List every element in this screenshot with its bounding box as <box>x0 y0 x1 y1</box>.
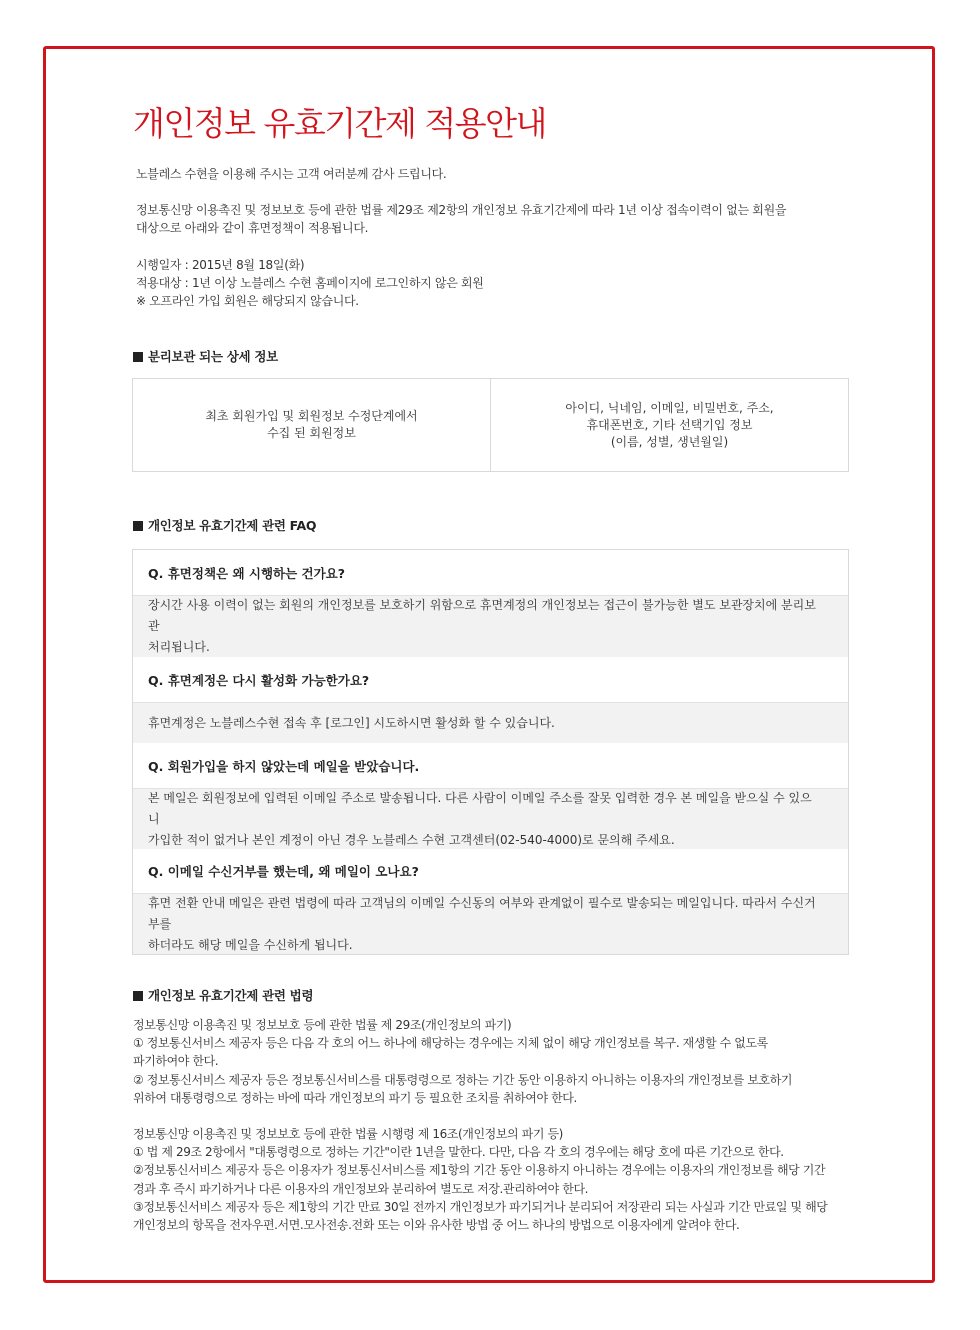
faq-answer-line: 장시간 사용 이력이 없는 회원의 개인정보를 보호하기 위함으로 휴면계정의 개인정보는 접근이 불가능한 별도 보관장치에 분리보관 <box>148 598 816 633</box>
faq-list <box>132 549 849 955</box>
detail-left-line2: 수집 된 회원정보 <box>267 426 356 440</box>
faq-answer-line: 휴면계정은 노블레스수현 접속 후 [로그인] 시도하시면 활성화 할 수 있습니다. <box>148 715 555 730</box>
intro-offline-note: ※ 오프라인 가입 회원은 해당되지 않습니다. <box>136 294 359 308</box>
square-bullet-icon <box>133 352 143 362</box>
law-line: 위하여 대통령령으로 정하는 바에 따라 개인정보의 파기 등 필요한 조치를 취하여야 한다. <box>133 1090 577 1105</box>
intro-date: 시행일자 : 2015년 8월 18일(화) <box>136 258 305 272</box>
intro-greeting: 노블레스 수현을 이용해 주시는 고객 여러분께 감사 드립니다. <box>136 167 447 181</box>
intro-notice-line2: 대상으로 아래와 같이 휴면정책이 적용됩니다. <box>136 221 369 235</box>
intro-target: 적용대상 : 1년 이상 노블레스 수현 홈페이지에 로그인하지 않은 회원 <box>136 276 484 290</box>
law-line: 경과 후 즉시 파기하거나 다른 이용자의 개인정보와 분리하여 별도로 저장.관리하여야 한다. <box>133 1181 589 1196</box>
law-line: 정보통신망 이용촉진 및 정보보호 등에 관한 법률 제 29조(개인정보의 파기) <box>133 1018 512 1032</box>
faq-answer <box>133 596 848 657</box>
law-line: ②정보통신서비스 제공자 등은 이용자가 정보통신서비스를 제1항의 기간 동안 이용하지 아니하는 경우에는 이용자의 개인정보를 해당 기간 <box>133 1163 826 1178</box>
law-section-heading <box>133 986 313 1004</box>
faq-heading-text: 개인정보 유효기간제 관련 FAQ <box>148 518 317 533</box>
detail-section-heading <box>133 347 278 365</box>
detail-items-cell <box>490 379 848 471</box>
square-bullet-icon <box>133 521 143 531</box>
law-heading-text: 개인정보 유효기간제 관련 법령 <box>148 988 314 1003</box>
law-line: 개인정보의 항목을 전자우편.서면.모사전송.전화 또는 이와 유사한 방법 중 어느 하나의 방법으로 이용자에게 알려야 한다. <box>133 1218 740 1233</box>
law-line: ① 정보통신서비스 제공자 등은 다음 각 호의 어느 하나에 해당하는 경우에는 지체 없이 해당 개인정보를 복구. 재생할 수 없도록 <box>133 1036 768 1051</box>
faq-question: Q. 회원가입을 하지 않았는데 메일을 받았습니다. <box>133 743 848 789</box>
faq-question: Q. 휴면계정은 다시 활성화 가능한가요? <box>133 657 848 703</box>
detail-heading-text: 분리보관 되는 상세 정보 <box>148 349 278 364</box>
law-line: ② 정보통신서비스 제공자 등은 정보통신서비스를 대통령령으로 정하는 기간 동안 이용하지 아니하는 이용자의 개인정보를 보호하기 <box>133 1072 793 1087</box>
faq-answer-line: 본 메일은 회원정보에 입력된 이메일 주소로 발송됩니다. 다른 사람이 이메일 주소를 잘못 입력한 경우 본 메일을 받으실 수 있으니 <box>148 790 812 826</box>
faq-answer-line: 하더라도 해당 메일을 수신하게 됩니다. <box>148 937 353 952</box>
detail-right-line1: 아이디, 닉네임, 이메일, 비밀번호, 주소, <box>565 400 774 415</box>
faq-question: Q. 휴면정책은 왜 시행하는 건가요? <box>133 550 848 596</box>
faq-answer-line: 휴면 전환 안내 메일은 관련 법령에 따라 고객님의 이메일 수신동의 여부와 관계없이 필수로 발송되는 메일입니다. 따라서 수신거부를 <box>148 895 816 931</box>
faq-answer <box>133 703 848 743</box>
law-text-block <box>133 1016 853 1234</box>
law-line: 정보통신망 이용촉진 및 정보보호 등에 관한 법률 시행령 제 16조(개인정보의 파기 등) <box>133 1127 563 1142</box>
faq-answer-line: 처리됩니다. <box>148 640 210 654</box>
faq-question: Q. 이메일 수신거부를 했는데, 왜 메일이 오나요? <box>133 849 848 894</box>
detail-right-line2: 휴대폰번호, 기타 선택기입 정보 <box>586 417 753 432</box>
faq-answer <box>133 894 848 954</box>
detail-info-table <box>132 378 849 472</box>
faq-section-heading <box>133 516 316 534</box>
intro-notice-line1: 정보통신망 이용촉진 및 정보보호 등에 관한 법률 제29조 제2항의 개인정보 유효기간제에 따라 1년 이상 접속이력이 없는 회원을 <box>136 203 787 217</box>
square-bullet-icon <box>133 991 143 1001</box>
law-line: ③정보통신서비스 제공자 등은 제1항의 기간 만료 30일 전까지 개인정보가 파기되거나 분리되어 저장관리 되는 사실과 기간 만료일 및 해당 <box>133 1199 828 1214</box>
detail-collected-stage-cell <box>133 379 490 471</box>
law-line: ① 법 제 29조 2항에서 "대통령령으로 정하는 기간"이란 1년을 말한다. 다만, 다음 각 호의 경우에는 해당 호에 따른 기간으로 한다. <box>133 1145 784 1160</box>
page-title: 개인정보 유효기간제 적용안내 <box>133 104 546 143</box>
detail-right-line3: (이름, 성별, 생년월일) <box>610 434 729 449</box>
detail-left-line1: 최초 회원가입 및 회원정보 수정단계에서 <box>205 409 418 423</box>
faq-answer-line: 가입한 적이 없거나 본인 계정이 아닌 경우 노블레스 수현 고객센터(02-540-4000)로 문의해 주세요. <box>148 832 675 847</box>
law-spacer <box>133 1107 853 1125</box>
faq-answer <box>133 789 848 849</box>
law-line: 파기하여야 한다. <box>133 1054 219 1069</box>
